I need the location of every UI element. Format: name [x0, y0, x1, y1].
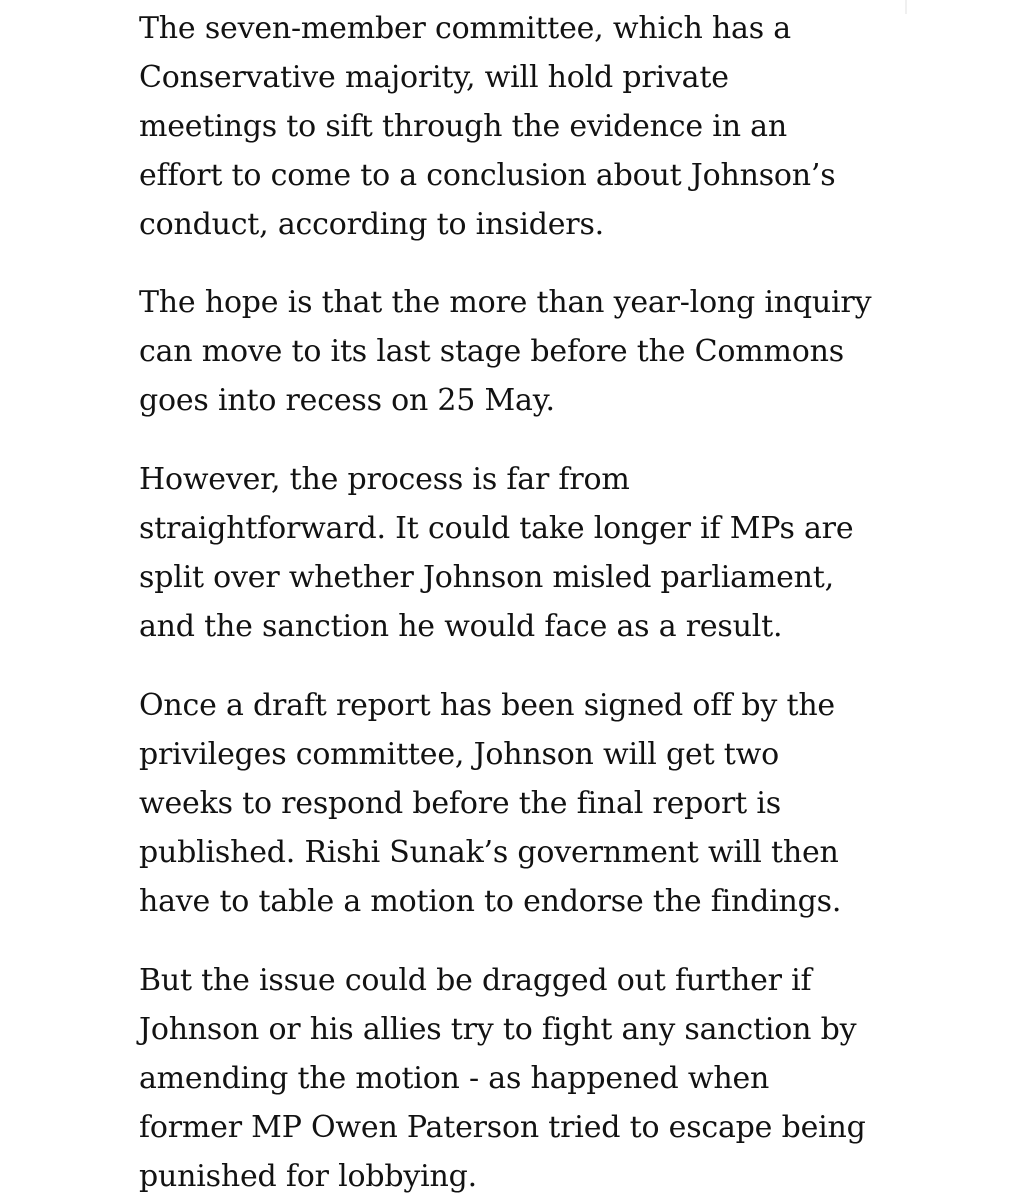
text-line: can move to its last stage before the Commons [139, 334, 844, 369]
text-line: But the issue could be dragged out further if [139, 963, 812, 998]
text-line: have to table a motion to endorse the findings. [139, 884, 842, 919]
text-line: However, the process is far from [139, 462, 630, 497]
text-line: conduct, according to insiders. [139, 207, 604, 242]
paragraph-hope [139, 278, 899, 425]
paragraph-issue [139, 956, 899, 1201]
text-line: and the sanction he would face as a result. [139, 609, 783, 644]
paragraph-process [139, 455, 899, 651]
paragraph-draft-report [139, 681, 899, 926]
text-line: Once a draft report has been signed off by the [139, 688, 835, 723]
paragraph-committee [139, 4, 899, 249]
text-line: split over whether Johnson misled parliament, [139, 560, 834, 595]
text-line: former MP Owen Paterson tried to escape being [139, 1110, 866, 1145]
text-line: The seven-member committee, which has a [139, 11, 791, 46]
scrollbar-hint[interactable] [905, 0, 907, 14]
text-line: The hope is that the more than year-long inquiry [139, 285, 872, 320]
text-line: punished for lobbying. [139, 1159, 477, 1194]
text-line: Johnson or his allies try to fight any sanction by [139, 1012, 857, 1047]
text-line: effort to come to a conclusion about Johnson’s [139, 158, 836, 193]
text-line: meetings to sift through the evidence in an [139, 109, 787, 144]
text-line: amending the motion - as happened when [139, 1061, 770, 1096]
text-line: Conservative majority, will hold private [139, 60, 729, 95]
text-line: privileges committee, Johnson will get two [139, 737, 779, 772]
text-line: goes into recess on 25 May. [139, 383, 555, 418]
text-line: weeks to respond before the final report is [139, 786, 781, 821]
text-line: published. Rishi Sunak’s government will then [139, 835, 839, 870]
text-line: straightforward. It could take longer if MPs are [139, 511, 854, 546]
